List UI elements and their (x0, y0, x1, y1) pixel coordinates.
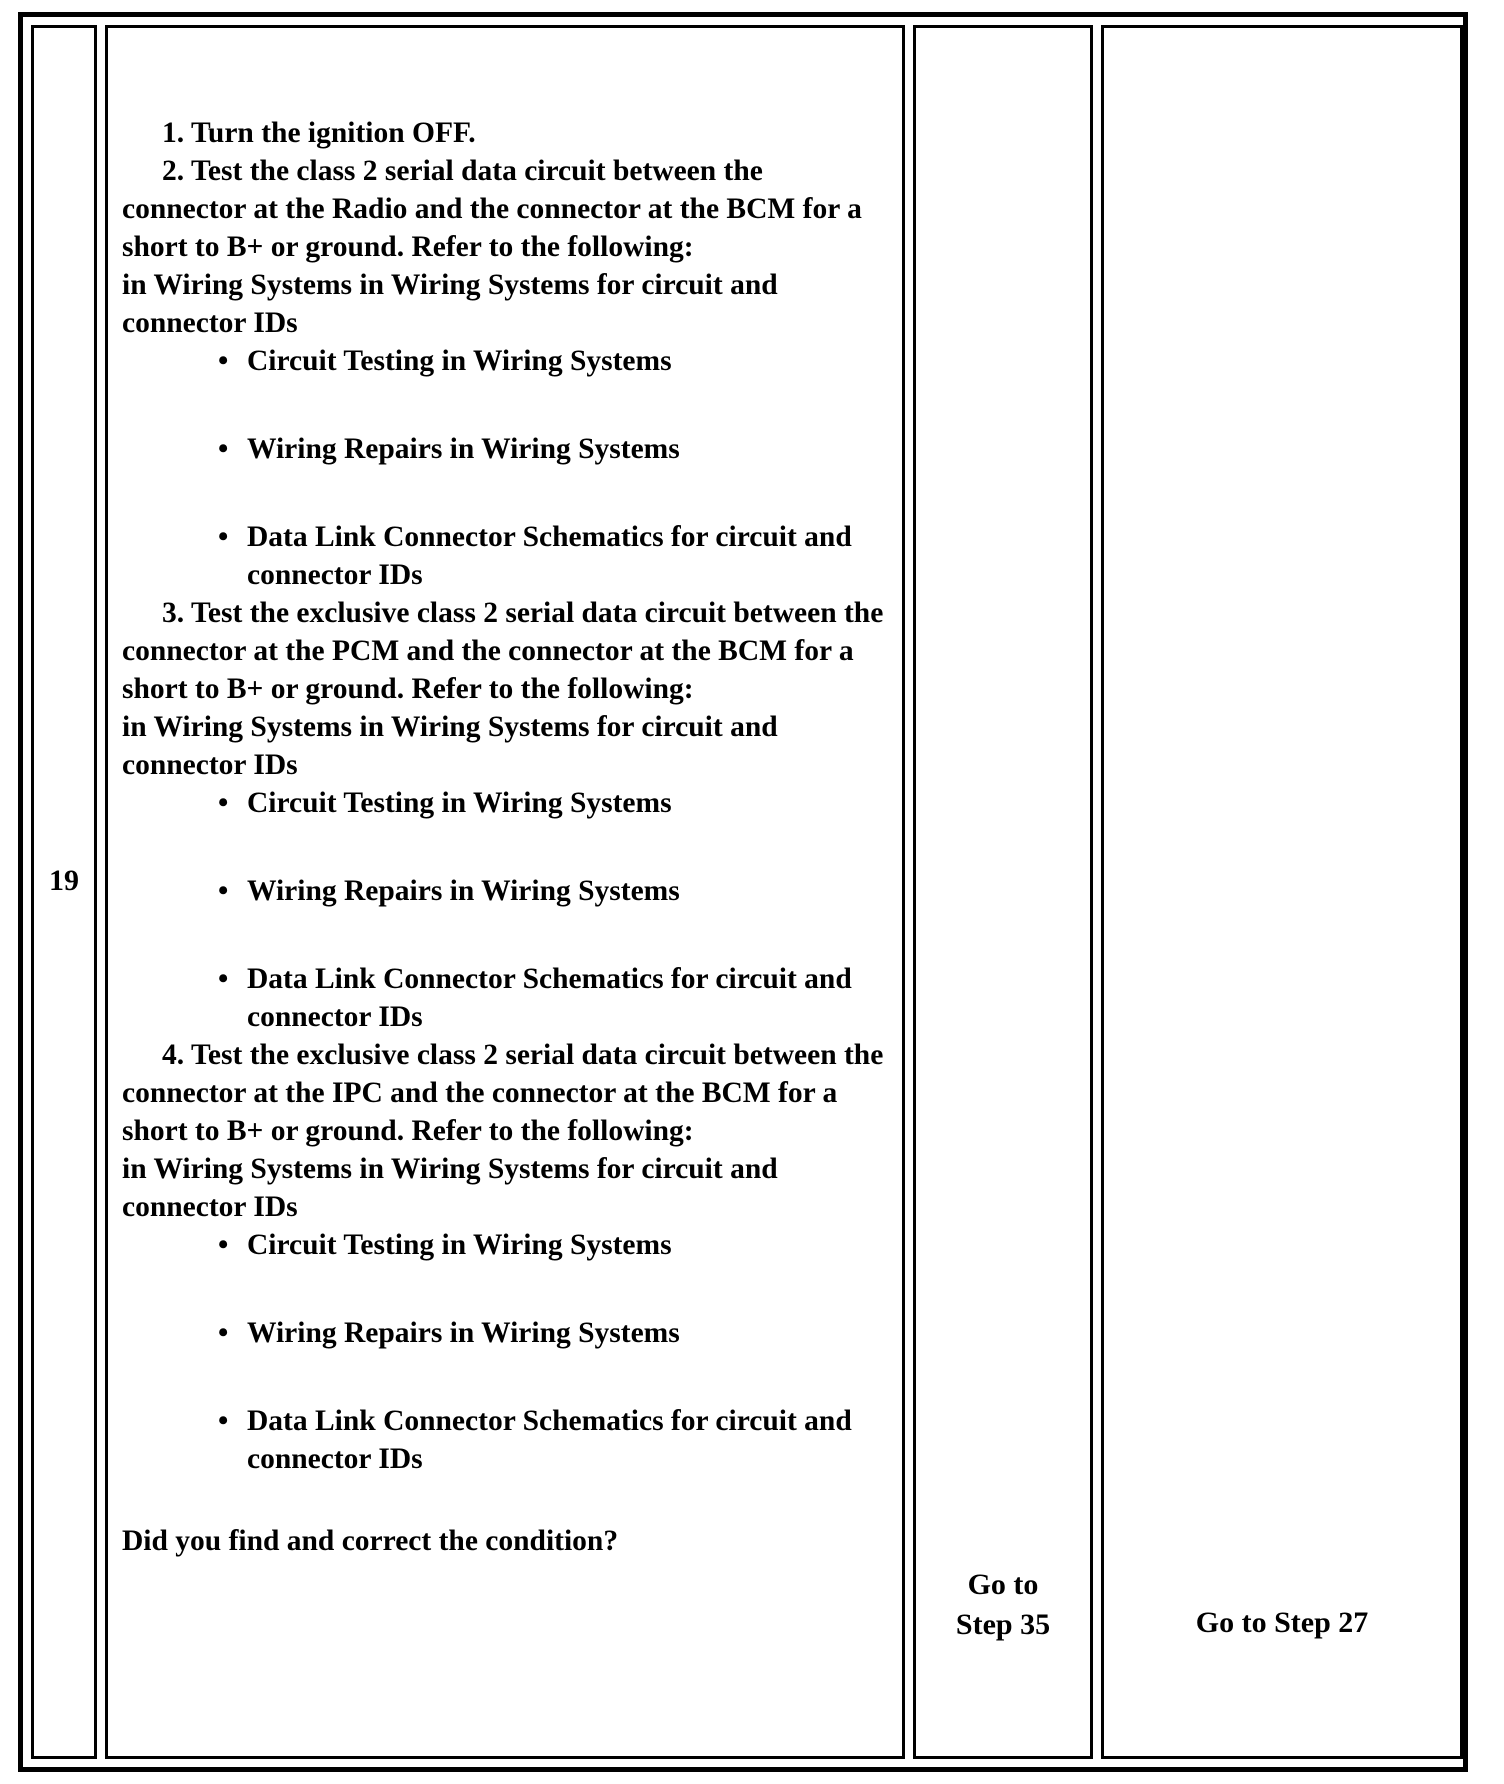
substep-3: 3. Test the exclusive class 2 serial data circuit between the connector at the PCM and the connector at the BCM for a short to B+ or ground. Refer to the following: (122, 597, 884, 705)
list-item: • Wiring Repairs in Wiring Systems (122, 872, 892, 910)
bullet-icon: • (218, 963, 229, 995)
step-cell (31, 25, 97, 1759)
list-item: • Wiring Repairs in Wiring Systems (122, 1314, 892, 1352)
bullet-icon: • (218, 787, 229, 819)
bullet-icon: • (218, 345, 229, 377)
bullet-icon: • (218, 1229, 229, 1261)
action-content (122, 114, 892, 1560)
question: Did you find and correct the condition? (122, 1525, 619, 1557)
list-item: • Data Link Connector Schematics for circuit and connector IDs (122, 1402, 892, 1478)
no-result: Go to Step 27 (1195, 1606, 1369, 1639)
step-number: 19 (49, 864, 79, 897)
bullet-icon: • (218, 1317, 229, 1349)
substep-1: 1. Turn the ignition OFF. (162, 117, 476, 149)
yes-cell (913, 25, 1093, 1759)
substep-2-reference: in Wiring Systems in Wiring Systems for circuit and connector IDs (122, 269, 778, 339)
procedure-table (18, 12, 1468, 1772)
yes-result: Go to Step 35 (955, 1568, 1051, 1641)
action-cell (105, 25, 905, 1759)
list-item: • Data Link Connector Schematics for circuit and connector IDs (122, 518, 892, 594)
substep-2-list (122, 342, 892, 594)
list-item: • Circuit Testing in Wiring Systems (122, 342, 892, 380)
substep-4-list (122, 1226, 892, 1478)
bullet-icon: • (218, 521, 229, 553)
list-item: • Circuit Testing in Wiring Systems (122, 784, 892, 822)
bullet-icon: • (218, 875, 229, 907)
substep-3-list (122, 784, 892, 1036)
no-cell (1101, 25, 1463, 1759)
substep-2: 2. Test the class 2 serial data circuit between the connector at the Radio and the connector at the BCM for a short to B+ or ground. Refer to the following: (122, 155, 862, 263)
substep-4-reference: in Wiring Systems in Wiring Systems for circuit and connector IDs (122, 1153, 778, 1223)
substep-4: 4. Test the exclusive class 2 serial data circuit between the connector at the IPC and the connector at the BCM for a short to B+ or ground. Refer to the following: (122, 1039, 884, 1147)
substep-3-reference: in Wiring Systems in Wiring Systems for circuit and connector IDs (122, 711, 778, 781)
list-item: • Wiring Repairs in Wiring Systems (122, 430, 892, 468)
list-item: • Circuit Testing in Wiring Systems (122, 1226, 892, 1264)
bullet-icon: • (218, 433, 229, 465)
bullet-icon: • (218, 1405, 229, 1437)
list-item: • Data Link Connector Schematics for circuit and connector IDs (122, 960, 892, 1036)
